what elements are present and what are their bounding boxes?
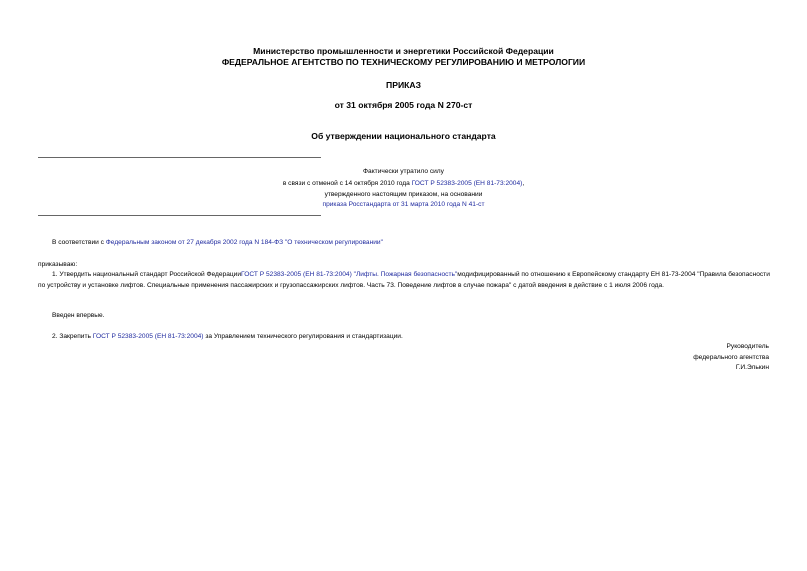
status-line-2-prefix: в связи с отменой с 14 октября 2010 года [282, 180, 412, 187]
gost-standard-link[interactable]: ГОСТ Р 52383-2005 (ЕН 81-73:2004) "Лифты. Пожарная безопасность" [241, 271, 458, 278]
divider-bottom [38, 215, 321, 216]
status-line-3: утвержденного настоящим приказом, на основании [324, 191, 483, 198]
item-2-prefix: 2. Закрепить [52, 333, 93, 340]
status-line-2-suffix: , [522, 180, 525, 187]
rosstandart-order-link[interactable]: приказа Росстандарта от 31 марта 2010 года N 41-ст [322, 201, 485, 208]
preamble [38, 238, 770, 249]
status-line-4 [0, 200, 807, 209]
signature-title: Руководитель [726, 343, 769, 350]
gost-link[interactable]: ГОСТ Р 52383-2005 (ЕН 81-73:2004) [411, 180, 523, 187]
doc-subject: Об утверждении национального стандарта [311, 131, 496, 141]
federal-law-link[interactable]: Федеральным законом от 27 декабря 2002 года N 184-ФЗ "О техническом регулировании" [105, 239, 383, 246]
item-2-suffix: за Управлением технического регулирования и стандартизации. [203, 333, 403, 340]
agency-name: ФЕДЕРАЛЬНОЕ АГЕНТСТВО ПО ТЕХНИЧЕСКОМУ РЕГУЛИРОВАНИЮ И МЕТРОЛОГИИ [221, 57, 586, 67]
signature-name: Г.И.Элькин [735, 364, 769, 371]
doc-type: ПРИКАЗ [386, 80, 421, 90]
preamble-prefix: В соответствии с [52, 239, 106, 246]
item-1-prefix: 1. Утвердить национальный стандарт Российской Федерации [52, 271, 242, 278]
doc-date-number: от 31 октября 2005 года N 270-ст [334, 100, 473, 110]
item-2 [38, 332, 770, 343]
divider-top [38, 157, 321, 158]
item-1 [38, 270, 770, 291]
ministry-name: Министерство промышленности и энергетики Российской Федерации [253, 46, 554, 56]
status-line-1: Фактически утратило силу [363, 168, 444, 175]
item-1-text: модифицированный по отношению к Европейскому стандарту ЕН 81-73-2004 "Правила безопасности по устройству и установке лифтов. Специальные применения пассажирских и грузопассажирских лифтов. Часть 73. Поведение лифтов в случае пожара" с датой введения в действие с 1 июля 2006 года. [38, 271, 770, 289]
gost-link-2[interactable]: ГОСТ Р 52383-2005 (ЕН 81-73:2004) [92, 333, 204, 340]
status-line-2 [0, 179, 807, 188]
introduced-note: Введен впервые. [52, 312, 105, 319]
signature-agency: федерального агентства [693, 354, 769, 361]
order-word: приказываю: [38, 261, 78, 268]
